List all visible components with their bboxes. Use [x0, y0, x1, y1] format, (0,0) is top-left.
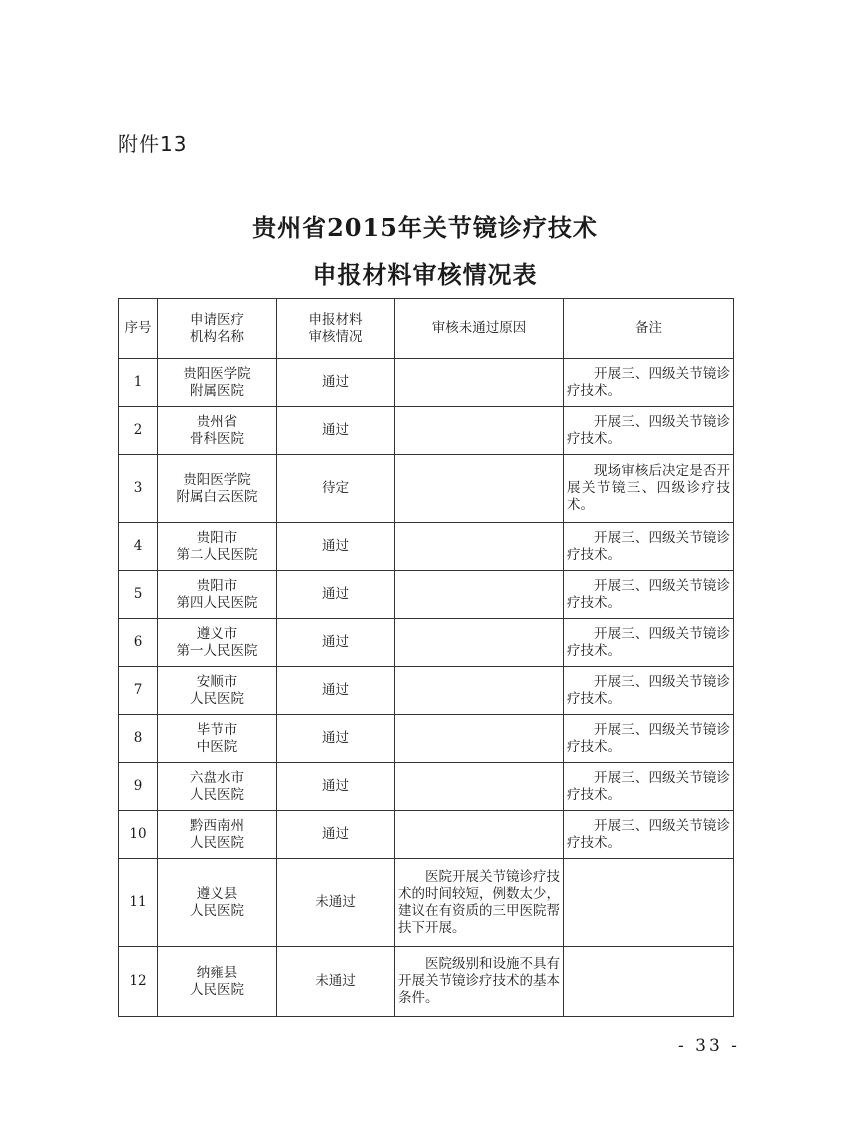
cell-seq: 10 [119, 811, 158, 859]
institution-line1: 毕节市 [196, 721, 238, 738]
header-reason: 审核未通过原因 [395, 299, 564, 359]
table-row [119, 667, 734, 715]
cell-reason [395, 407, 564, 455]
institution-line1: 纳雍县 [196, 964, 238, 981]
table-row [119, 715, 734, 763]
table-row [119, 455, 734, 523]
table-row [119, 523, 734, 571]
cell-reason: 医院级别和设施不具有开展关节镜诊疗技术的基本条件。 [395, 947, 564, 1017]
cell-status: 通过 [277, 571, 395, 619]
cell-remark: 开展三、四级关节镜诊疗技术。 [564, 763, 734, 811]
institution-line2: 人民医院 [190, 902, 244, 919]
institution-line1: 安顺市 [196, 673, 238, 690]
table-row [119, 811, 734, 859]
cell-seq: 7 [119, 667, 158, 715]
cell-remark: 开展三、四级关节镜诊疗技术。 [564, 571, 734, 619]
institution-line1: 六盘水市 [190, 769, 244, 786]
cell-remark: 开展三、四级关节镜诊疗技术。 [564, 667, 734, 715]
review-table [118, 298, 734, 1017]
cell-reason: 医院开展关节镜诊疗技术的时间较短，例数太少，建议在有资质的三甲医院帮扶下开展。 [395, 859, 564, 947]
cell-reason [395, 571, 564, 619]
cell-institution [158, 571, 277, 619]
institution-line1: 遵义县 [196, 885, 238, 902]
table-row [119, 947, 734, 1017]
institution-line2: 人民医院 [190, 786, 244, 803]
cell-status: 通过 [277, 359, 395, 407]
table-row [119, 619, 734, 667]
cell-status: 通过 [277, 407, 395, 455]
cell-seq: 9 [119, 763, 158, 811]
header-institution-line2: 机构名称 [190, 328, 244, 345]
cell-seq: 1 [119, 359, 158, 407]
cell-status: 通过 [277, 763, 395, 811]
table-row [119, 763, 734, 811]
cell-seq: 3 [119, 455, 158, 523]
page-number: - 33 - [678, 1036, 740, 1056]
table-row [119, 407, 734, 455]
cell-remark: 开展三、四级关节镜诊疗技术。 [564, 523, 734, 571]
cell-reason [395, 715, 564, 763]
cell-institution [158, 947, 277, 1017]
cell-seq: 11 [119, 859, 158, 947]
cell-remark [564, 859, 734, 947]
institution-line1: 贵州省 [196, 413, 238, 430]
cell-reason [395, 359, 564, 407]
institution-line2: 第二人民医院 [176, 546, 258, 563]
header-remark: 备注 [564, 299, 734, 359]
cell-institution [158, 763, 277, 811]
cell-remark: 开展三、四级关节镜诊疗技术。 [564, 715, 734, 763]
cell-remark: 开展三、四级关节镜诊疗技术。 [564, 811, 734, 859]
institution-line1: 贵阳市 [196, 577, 238, 594]
cell-institution [158, 455, 277, 523]
institution-line2: 第四人民医院 [176, 594, 258, 611]
cell-reason [395, 763, 564, 811]
cell-reason [395, 667, 564, 715]
cell-institution [158, 619, 277, 667]
cell-reason [395, 523, 564, 571]
cell-seq: 12 [119, 947, 158, 1017]
cell-institution [158, 715, 277, 763]
cell-seq: 5 [119, 571, 158, 619]
cell-reason [395, 455, 564, 523]
cell-status: 未通过 [277, 947, 395, 1017]
cell-remark: 开展三、四级关节镜诊疗技术。 [564, 407, 734, 455]
cell-reason [395, 619, 564, 667]
header-institution-line1: 申请医疗 [190, 311, 244, 328]
cell-remark: 开展三、四级关节镜诊疗技术。 [564, 359, 734, 407]
cell-seq: 4 [119, 523, 158, 571]
cell-institution [158, 667, 277, 715]
institution-line1: 贵阳市 [196, 529, 238, 546]
cell-remark: 开展三、四级关节镜诊疗技术。 [564, 619, 734, 667]
header-row [119, 299, 734, 359]
table-row [119, 359, 734, 407]
cell-status: 通过 [277, 523, 395, 571]
institution-line2: 人民医院 [190, 981, 244, 998]
cell-status: 通过 [277, 667, 395, 715]
cell-institution [158, 523, 277, 571]
cell-institution [158, 359, 277, 407]
header-status-line1: 申报材料 [308, 311, 363, 328]
institution-line2: 附属医院 [190, 382, 244, 399]
document-title-line2: 申报材料审核情况表 [312, 260, 538, 289]
table-body [119, 359, 734, 1017]
cell-status: 通过 [277, 715, 395, 763]
institution-line2: 第一人民医院 [176, 642, 258, 659]
cell-status: 待定 [277, 455, 395, 523]
institution-line1: 贵阳医学院 [183, 365, 251, 382]
cell-remark: 现场审核后决定是否开展关节镜三、四级诊疗技术。 [564, 455, 734, 523]
header-status [277, 299, 395, 359]
institution-line2: 中医院 [196, 738, 238, 755]
cell-status: 通过 [277, 619, 395, 667]
document-title-line1: 贵州省2015年关节镜诊疗技术 [252, 213, 598, 242]
institution-line1: 遵义市 [196, 625, 238, 642]
cell-remark [564, 947, 734, 1017]
header-seq: 序号 [119, 299, 158, 359]
institution-line2: 人民医院 [190, 834, 244, 851]
institution-line2: 骨科医院 [190, 430, 244, 447]
header-status-line2: 审核情况 [308, 328, 363, 345]
institution-line2: 人民医院 [190, 690, 244, 707]
cell-institution [158, 811, 277, 859]
cell-status: 未通过 [277, 859, 395, 947]
cell-status: 通过 [277, 811, 395, 859]
attachment-label: 附件13 [118, 132, 188, 156]
institution-line1: 黔西南州 [190, 817, 244, 834]
cell-reason [395, 811, 564, 859]
table-row [119, 859, 734, 947]
cell-seq: 6 [119, 619, 158, 667]
cell-institution [158, 407, 277, 455]
institution-line2: 附属白云医院 [176, 488, 258, 505]
header-institution [158, 299, 277, 359]
cell-seq: 8 [119, 715, 158, 763]
cell-seq: 2 [119, 407, 158, 455]
cell-institution [158, 859, 277, 947]
institution-line1: 贵阳医学院 [183, 471, 251, 488]
table-row [119, 571, 734, 619]
